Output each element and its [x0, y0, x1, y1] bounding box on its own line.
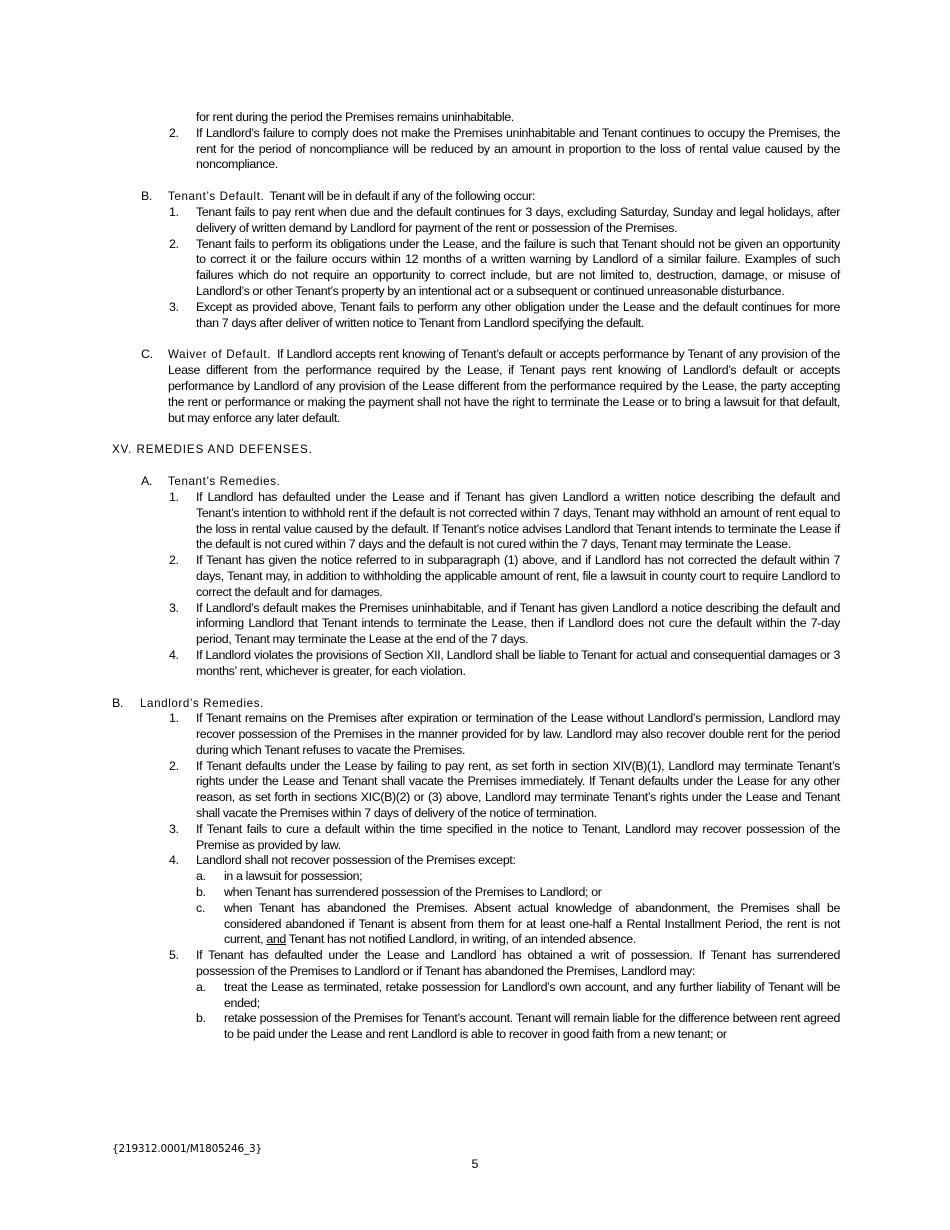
list-item: 2. If Tenant defaults under the Lease by failing to pay rent, as set forth in section XIV(B)(1), Landlord may terminate Tenant’s rights under the Lease and Tenant shall vacate the Premises immediately. If Tenant defaults under the Lease for any other reason, as set forth in sections XIC(B)(2) or (3) above, Landlord may terminate Tenant’s rights under the Lease and Tenant shall vacate the Premises within 7 days of delivery of the notice of termination.	[169, 758, 840, 821]
section-landlord-remedies: B. Landlord’s Remedies.	[112, 696, 840, 712]
section-title: Tenant’s Remedies.	[168, 475, 281, 489]
list-item: 5. If Tenant has defaulted under the Lease and Landlord has obtained a writ of possession. If Tenant has surrendered possession of the Premises to Landlord or if Tenant has abandoned the Premises, Landlord may:	[169, 948, 840, 979]
list-item: 3. Except as provided above, Tenant fails to perform any other obligation under the Lease and the default continues for more than 7 days after deliver of written notice to Tenant from Landlord specifying the default.	[169, 299, 840, 330]
section-waiver-of-default: C. Waiver of Default. If Landlord accepts rent knowing of Tenant’s default or accepts performance by Tenant of any provision of the Lease different from the performance required by the Lease, if Tenant pays rent knowing of Landlord’s default or accepts performance by Landlord of any provision of the Lease different from the performance required by the Lease, the party accepting the rent or performance or making the payment shall not have the right to terminate the Lease or to bring a lawsuit for that default, but may enforce any later default.	[141, 347, 841, 425]
list-item: 2. If Tenant has given the notice referred to in subparagraph (1) above, and if Landlord has not corrected the default within 7 days, Tenant may, in addition to withholding the applicable amount of rent, file a lawsuit in county court to require Landlord to correct the default and for damages.	[169, 553, 840, 599]
article-heading: XV. REMEDIES AND DEFENSES.	[112, 443, 313, 457]
sub-list-item: c. when Tenant has abandoned the Premises. Absent actual knowledge of abandonment, the Premises shall be considered abandoned if Tenant is absent from them for at least one-half a Rental Installment Period, the rent is not current, and Tenant has not notified Landlord, in writing, of an intended absence.	[196, 900, 840, 947]
sub-list-item: a. treat the Lease as terminated, retake possession for Landlord’s own account, and any further liability of Tenant will be ended;	[196, 979, 840, 1010]
list-item: 1. If Landlord has defaulted under the Lease and if Tenant has given Landlord a written notice describing the default and Tenant’s intention to withhold rent if the default is not corrected within 7 days, Tenant may withhold an amount of rent equal to the loss in rental value caused by the default. If Tenant’s notice advises Landlord that Tenant intends to terminate the Lease if the default is not cured within 7 days and the default is not cured within the 7 days, Tenant may terminate the Lease.	[169, 489, 840, 552]
list-item: 4. Landlord shall not recover possession of the Premises except:	[169, 853, 516, 868]
section-tenant-remedies: A. Tenant’s Remedies.	[112, 474, 840, 490]
list-item: 3. If Tenant fails to cure a default within the time specified in the notice to Tenant, Landlord may recover possession of the Premise as provided by law.	[169, 821, 840, 852]
list-item: 3. If Landlord’s default makes the Premises uninhabitable, and if Tenant has given Landlord a notice describing the default and informing Landlord that Tenant intends to terminate the Lease, then if Landlord does not cure the default within the 7-day period, Tenant may terminate the Lease at the end of the 7 days.	[169, 600, 840, 647]
list-item: 4. If Landlord violates the provisions of Section XII, Landlord shall be liable to Tenant for actual and consequential damages or 3 months’ rent, whichever is greater, for each violation.	[169, 647, 840, 678]
page-number: 5	[471, 1157, 479, 1171]
section-tenant-default: B. Tenant’s Default. Tenant will be in default if any of the following occur:	[141, 189, 536, 204]
section-title: Waiver of Default	[168, 348, 268, 362]
paragraph-continuation: for rent during the period the Premises remains uninhabitable.	[196, 110, 514, 124]
list-item: 1. If Tenant remains on the Premises after expiration or termination of the Lease without Landlord’s permission, Landlord may recover possession of the Premises in the manner provided for by law. Landlord may also recover double rent for the period during which Tenant refuses to vacate the Premises.	[169, 711, 840, 757]
section-title: Tenant’s Default	[168, 190, 261, 204]
list-item: 2. Tenant fails to perform its obligations under the Lease, and the failure is such that Tenant should not be given an opportunity to correct it or the failure occurs within 12 months of a written warning by Landlord of a similar failure. Examples of such failures which do not require an opportunity to correct include, but are not limited to, destruction, damage, or misuse of Landlord’s or other Tenant’s property by an intentional act or a subsequent or continued unreasonable disturbance.	[169, 236, 840, 298]
list-item: 1. Tenant fails to pay rent when due and the default continues for 3 days, excluding Saturday, Sunday and legal holidays, after delivery of written demand by Landlord for payment of the rent or possession of the Premises.	[169, 204, 840, 235]
document-body	[112, 110, 840, 1043]
list-item: 2. If Landlord’s failure to comply does not make the Premises uninhabitable and Tenant continues to occupy the Premises, the rent for the period of noncompliance will be reduced by an amount in proportion to the loss of rental value caused by the noncompliance.	[169, 125, 840, 172]
sub-list-item: b. retake possession of the Premises for Tenant’s account. Tenant will remain liable for the difference between rent agreed to be paid under the Lease and rent Landlord is able to recover in good faith from a new tenant; or	[196, 1011, 840, 1042]
document-id-footer: {219312.0001/M1805246_3}	[112, 1143, 262, 1155]
sub-list-item: a. in a lawsuit for possession;	[196, 869, 363, 884]
underlined-word: and	[266, 932, 286, 947]
sub-list-item: b. when Tenant has surrendered possession of the Premises to Landlord; or	[196, 885, 602, 900]
section-title: Landlord’s Remedies.	[140, 696, 264, 710]
